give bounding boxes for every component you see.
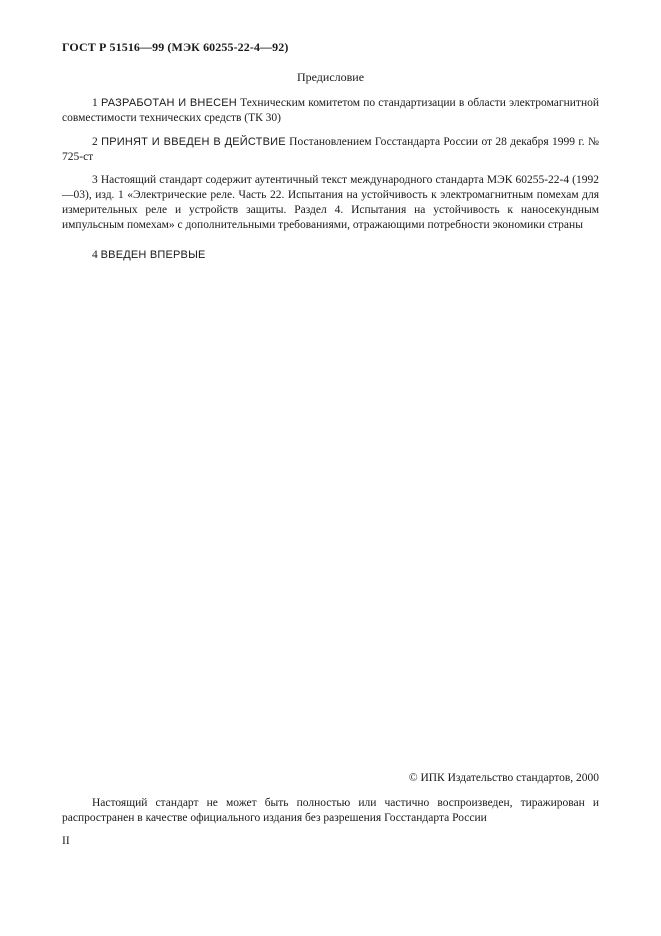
clause-number: 1 xyxy=(92,97,98,109)
copyright-line: © ИПК Издательство стандартов, 2000 xyxy=(408,772,599,784)
clause-text: Техническим комитетом по стандартизации в области электромагнитной совместимости технических средств (ТК 30) xyxy=(62,97,600,124)
page-number: II xyxy=(62,835,70,847)
clause-caps: ПРИНЯТ И ВВЕДЕН В ДЕЙСТВИЕ xyxy=(101,136,286,148)
preface-clause-4 xyxy=(62,248,599,263)
standard-header: ГОСТ Р 51516—99 (МЭК 60255-22-4—92) xyxy=(62,40,289,54)
clause-caps: РАЗРАБОТАН И ВНЕСЕН xyxy=(100,97,237,109)
preface-clause-3 xyxy=(62,173,599,233)
preface-clause-2 xyxy=(62,135,599,165)
clause-text: Постановлением Госстандарта России от 28 декабря 1999 г. № 725-ст xyxy=(62,136,599,163)
preface-clause-1 xyxy=(62,96,599,126)
clause-text: Настоящий стандарт содержит аутентичный текст международного стандарта МЭК 60255-22-4 (1992—03), изд. 1 «Электрические реле. Часть 22. Испытания на устойчивость к электромагнитным помехам для измерительных реле и устройств защиты. Раздел 4. Испытания на устойчивость к наносекундным импульсным помехам» с дополнительными требованиями, отражающими потребности экономики страны xyxy=(62,174,600,231)
reproduction-notice xyxy=(62,796,599,826)
preface-title: Предисловие xyxy=(296,70,365,84)
clause-number: 4 xyxy=(92,249,98,261)
clause-number: 2 xyxy=(92,136,98,148)
notice-text: Настоящий стандарт не может быть полностью или частично воспроизведен, тиражирован и распространен в качестве официального издания без разрешения Госстандарта России xyxy=(62,797,599,824)
clause-caps: ВВЕДЕН ВПЕРВЫЕ xyxy=(100,249,206,261)
clause-number: 3 xyxy=(92,174,98,186)
